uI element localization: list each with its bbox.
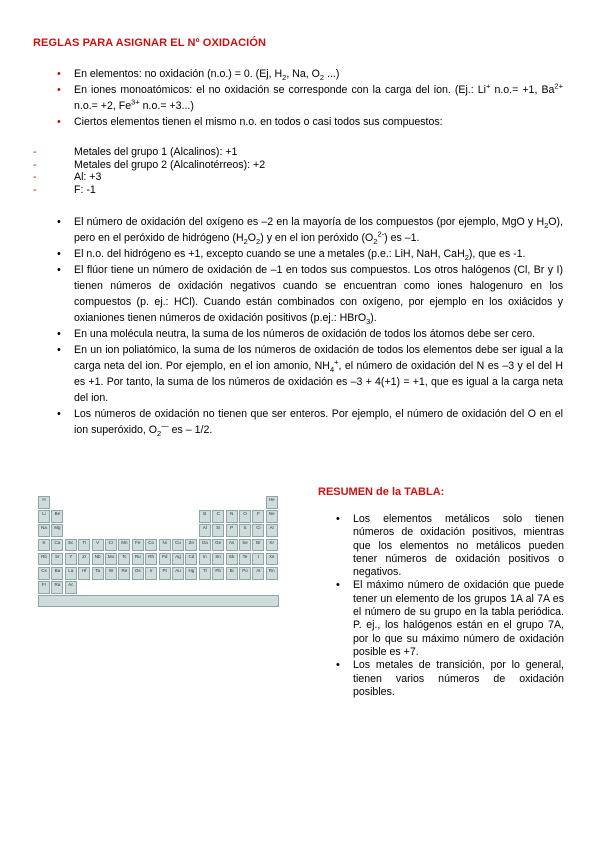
- bullet-marker: •: [57, 84, 61, 96]
- element-cell: Tc: [118, 553, 130, 566]
- element-cell: Rn: [266, 567, 278, 580]
- rule-item: [57, 82, 563, 114]
- element-cell: Ti: [78, 539, 90, 552]
- item-text: En iones monoatómicos: el no oxidación se corresponde con la carga del ion. (Ej.: Li+ n.o.= +1, $Ba^{2+}$ n.o.= +2, $Fe^{3+}$ n.o.= +3...): [74, 81, 563, 112]
- element-cell: Al: [199, 524, 211, 537]
- rules-list-1: [57, 66, 563, 130]
- element-cell: Ba: [51, 567, 63, 580]
- bullet-marker: •: [57, 264, 61, 276]
- element-cell: Ni: [159, 539, 171, 552]
- element-cell: Pd: [159, 553, 171, 566]
- element-cell: Mo: [105, 553, 117, 566]
- element-cell: Ca: [51, 539, 63, 552]
- element-cell: Ga: [199, 539, 211, 552]
- item-text: En elementos: no oxidación (n.o.) = 0. (Ej, $H_2$, Na, $O_2$ ...): [74, 68, 340, 83]
- item-text: Los metales de transición, por lo general, tienen varios números de oxidación posibles.: [353, 659, 564, 698]
- element-cell: Kr: [266, 539, 278, 552]
- bullet-marker: •: [336, 579, 340, 592]
- element-cell: Sn: [212, 553, 224, 566]
- rule-item: [57, 214, 563, 246]
- element-cell: Co: [145, 539, 157, 552]
- rules-list-2: [57, 214, 563, 438]
- rule-item: [57, 114, 563, 130]
- element-cell: Os: [132, 567, 144, 580]
- item-text: El flúor tiene un número de oxidación de –1 en todos sus compuestos. Los otros halógenos (Cl, Br y I) tienen números de oxidación negativos cuando se encuentran como iones halogenuro en los compuestos (p. ej.: HCl). Cuando están combinados con oxígeno, por ejemplo en los oxiácidos y oxianiones tienen números de oxidación positivos (p.ej.: HBrO$_3$).: [74, 264, 563, 327]
- rule-item: [57, 246, 563, 262]
- element-cell: Fr: [38, 581, 50, 594]
- element-cell: Ac: [65, 581, 77, 594]
- element-cell: B: [199, 510, 211, 523]
- item-text: Al: +3: [74, 171, 102, 183]
- element-cell: H: [38, 496, 50, 509]
- item-text: Ciertos elementos tienen el mismo n.o. en todos o casi todos sus compuestos:: [74, 116, 443, 128]
- element-cell: Mn: [118, 539, 130, 552]
- item-text: En una molécula neutra, la suma de los números de oxidación de todos los átomos debe ser cero.: [74, 328, 536, 340]
- summary-item: [336, 513, 564, 579]
- element-cell: Xe: [266, 553, 278, 566]
- element-cell: I: [252, 553, 264, 566]
- element-cell: Te: [239, 553, 251, 566]
- fixed-oxidation-item: [33, 146, 539, 159]
- element-cell: In: [199, 553, 211, 566]
- summary-item: [336, 579, 564, 659]
- element-cell: Cd: [185, 553, 197, 566]
- bullet-marker: •: [57, 328, 61, 340]
- bullet-marker: •: [336, 659, 340, 672]
- element-cell: Bi: [226, 567, 238, 580]
- element-cell: K: [38, 539, 50, 552]
- bullet-marker: •: [57, 216, 61, 228]
- element-cell: Tl: [199, 567, 211, 580]
- item-text: Metales del grupo 1 (Alcalinos): +1: [74, 146, 238, 158]
- summary-list: [336, 513, 564, 699]
- item-text: Los elementos metálicos solo tienen números de oxidación positivos, mientras que los elementos no metálicos pueden tener números de oxidación positivos o negativos.: [353, 513, 564, 579]
- item-text: Metales del grupo 2 (Alcalinotérreos): +2: [74, 158, 266, 171]
- element-cell: Hf: [78, 567, 90, 580]
- bullet-marker: •: [57, 68, 61, 80]
- element-cell: Zr: [78, 553, 90, 566]
- rule-item: [57, 342, 563, 406]
- element-cell: Ra: [51, 581, 63, 594]
- rule-item: [57, 66, 563, 82]
- fixed-oxidation-item: [33, 159, 539, 172]
- element-cell: As: [226, 539, 238, 552]
- element-cell: Cu: [172, 539, 184, 552]
- element-cell: Na: [38, 524, 50, 537]
- element-cell: Rh: [145, 553, 157, 566]
- element-cell: Zn: [185, 539, 197, 552]
- element-cell: Cs: [38, 567, 50, 580]
- summary-title: RESUMEN de la TABLA:: [318, 486, 445, 498]
- element-cell: Ne: [266, 510, 278, 523]
- element-cell: Li: [38, 510, 50, 523]
- rule-item: [57, 262, 563, 326]
- element-cell: Ge: [212, 539, 224, 552]
- element-cell: P: [226, 524, 238, 537]
- element-cell: S: [239, 524, 251, 537]
- fixed-oxidation-list: [33, 146, 539, 196]
- dash-marker: -: [33, 183, 37, 196]
- element-cell: Rb: [38, 553, 50, 566]
- element-cell: Ag: [172, 553, 184, 566]
- item-text: Los números de oxidación no tienen que ser enteros. Por ejemplo, el número de oxidación del O en el ion superóxido, $O_2^—$ es – 1/2.: [74, 408, 563, 439]
- element-cell: He: [266, 496, 278, 509]
- element-cell: Y: [65, 553, 77, 566]
- dash-marker: -: [33, 171, 37, 183]
- element-cell: Pb: [212, 567, 224, 580]
- bullet-marker: •: [336, 513, 340, 525]
- element-cell: Be: [51, 510, 63, 523]
- element-cell: Ir: [145, 567, 157, 580]
- element-cell: Nb: [92, 553, 104, 566]
- element-cell: Ar: [266, 524, 278, 537]
- element-cell: Mg: [51, 524, 63, 537]
- element-cell: Po: [239, 567, 251, 580]
- element-cell: Ta: [92, 567, 104, 580]
- table-bottom-band: [38, 595, 279, 607]
- element-cell: Sb: [226, 553, 238, 566]
- element-cell: Au: [172, 567, 184, 580]
- bullet-marker: •: [57, 116, 61, 128]
- item-text: En un ion poliatómico, la suma de los números de oxidación de todos los elementos debe ser igual a la carga neta del ion. Por ejemplo, en el ion amonio, $NH_4^+$, el número de oxidación del N es –3 y el del H es +1. Por tanto, la suma de los números de oxidación es –3 + 4(+1) = +1, que es igual a la carga neta del ion.: [74, 344, 564, 404]
- element-cell: F: [252, 510, 264, 523]
- element-cell: Cl: [252, 524, 264, 537]
- element-cell: N: [226, 510, 238, 523]
- element-cell: Se: [239, 539, 251, 552]
- element-cell: Sr: [51, 553, 63, 566]
- element-cell: Br: [252, 539, 264, 552]
- element-cell: V: [92, 539, 104, 552]
- element-cell: O: [239, 510, 251, 523]
- bullet-marker: •: [57, 248, 61, 260]
- rule-item: [57, 406, 563, 438]
- element-cell: Si: [212, 524, 224, 537]
- dash-marker: -: [33, 146, 37, 158]
- periodic-table-image: [38, 488, 284, 666]
- item-text: El n.o. del hidrógeno es +1, excepto cuando se une a metales (p.e.: LiH, NaH, CaH$_2$), que es -1.: [74, 248, 526, 263]
- element-cell: Hg: [185, 567, 197, 580]
- element-cell: At: [252, 567, 264, 580]
- fixed-oxidation-item: [33, 184, 539, 197]
- bullet-marker: •: [57, 344, 61, 356]
- summary-item: [336, 659, 564, 699]
- item-text: F: -1: [74, 183, 96, 196]
- fixed-oxidation-item: [33, 171, 539, 184]
- element-cell: Cr: [105, 539, 117, 552]
- element-cell: Sc: [65, 539, 77, 552]
- element-cell: W: [105, 567, 117, 580]
- rule-item: [57, 326, 563, 342]
- element-cell: La: [65, 567, 77, 580]
- element-cell: Pt: [159, 567, 171, 580]
- dash-marker: -: [33, 158, 37, 171]
- element-cell: Re: [118, 567, 130, 580]
- element-cell: Ru: [132, 553, 144, 566]
- item-text: El número de oxidación del oxígeno es –2 en la mayoría de los compuestos (por ejemplo, MgO y $H_2O$), pero en el peróxido de hidrógeno $(H_2O_2)$ y en el ion peróxido $(O_2^{2-})$ es –1.: [74, 216, 563, 247]
- page-title: REGLAS PARA ASIGNAR EL Nº OXIDACIÓN: [33, 37, 267, 49]
- item-text: El máximo número de oxidación que puede tener un elemento de los grupos 1A al 7A es el número de su grupo en la tabla periódica. P. ej., los halógenos están en el grupo 7A, por lo que su máximo número de oxidación posible es +7.: [353, 579, 564, 658]
- bullet-marker: •: [57, 408, 61, 420]
- element-cell: Fe: [132, 539, 144, 552]
- element-cell: C: [212, 510, 224, 523]
